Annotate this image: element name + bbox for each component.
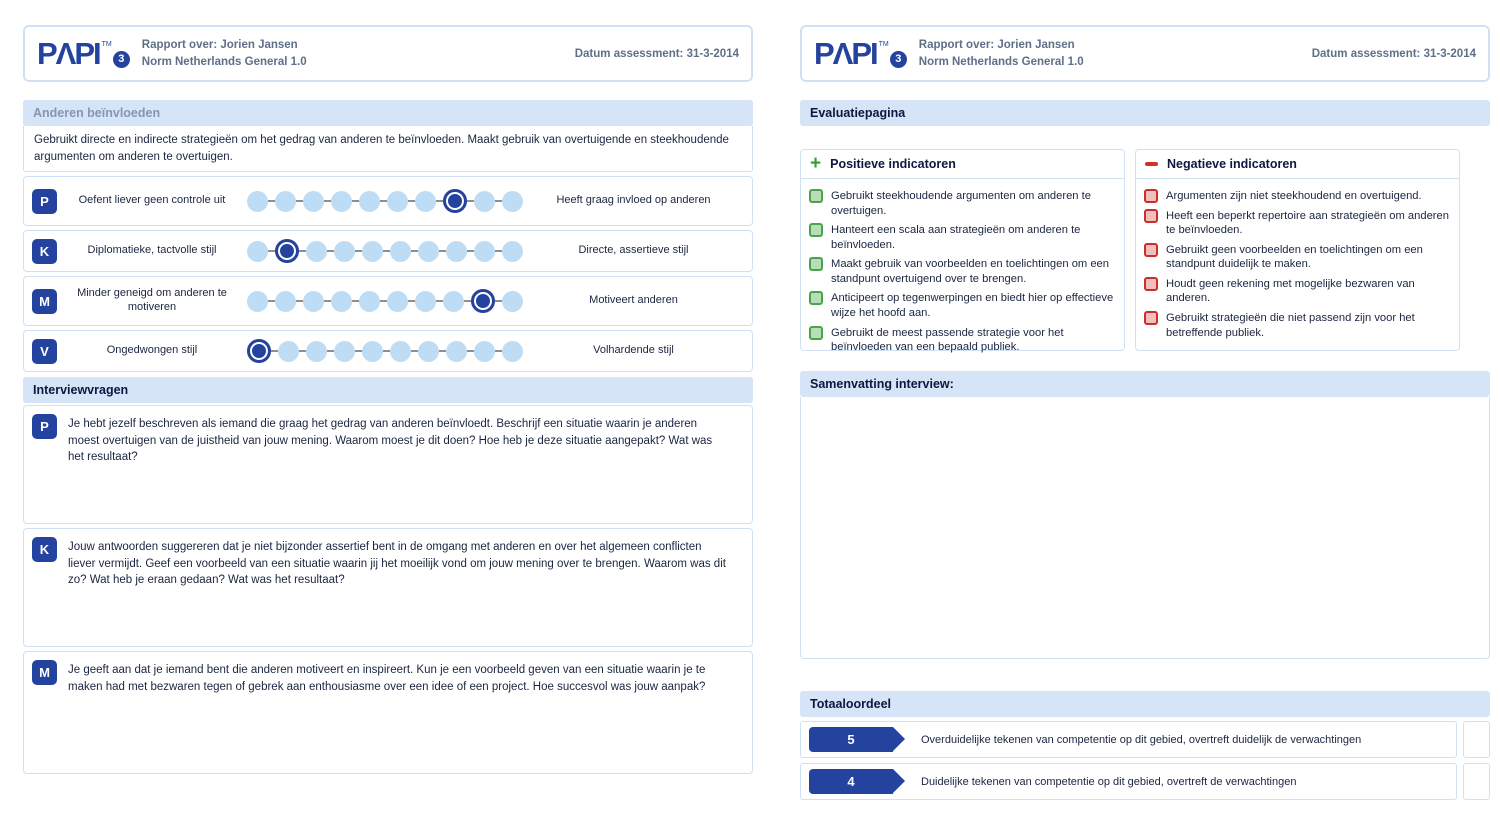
evaluation-page-title: Evaluatiepagina (800, 100, 1490, 126)
scale-connector (268, 300, 275, 302)
scale-connector (411, 350, 418, 352)
indicator-item (1144, 311, 1451, 340)
indicator-checkbox[interactable] (809, 223, 823, 237)
report-norm: Norm Netherlands General 1.0 (141, 55, 307, 68)
trademark-mark: TM (101, 40, 112, 48)
score-scale (247, 339, 523, 363)
scale-row (23, 176, 753, 226)
scale-dot (446, 241, 467, 262)
rating-checkbox-cell[interactable] (1463, 721, 1490, 758)
scale-connector (352, 300, 359, 302)
scale-connector (467, 200, 474, 202)
scale-right-label: Heeft graag invloed op anderen (556, 194, 711, 207)
indicator-text: Gebruikt strategieën die niet passend zijn voor het betreffende publiek. (1166, 311, 1415, 339)
positive-indicators-header (801, 150, 1124, 179)
scale-dot (474, 191, 495, 212)
scale-connector (324, 200, 331, 202)
indicator-item (809, 291, 1116, 320)
scale-connector (467, 350, 474, 352)
papi-logo-text: PΛPI (814, 35, 877, 71)
scale-left-label: Diplomatieke, tactvolle stijl (87, 244, 217, 257)
scale-dot (415, 291, 436, 312)
interview-summary-textarea[interactable] (800, 397, 1490, 659)
indicator-checkbox[interactable] (1144, 277, 1158, 291)
scale-dot (362, 241, 383, 262)
papi-logo (37, 35, 130, 71)
scale-connector (411, 250, 418, 252)
indicator-text: Houdt geen rekening met mogelijke bezwaren van anderen. (1166, 277, 1415, 305)
rating-row (800, 721, 1490, 758)
interview-summary-title: Samenvatting interview: (800, 371, 1490, 397)
scale-connector (383, 350, 390, 352)
scale-connector (439, 250, 446, 252)
scale-letter-badge: P (32, 189, 57, 214)
indicator-checkbox[interactable] (809, 291, 823, 305)
score-scale (247, 189, 523, 213)
scale-left-label: Oefent liever geen controle uit (78, 194, 226, 207)
scale-dot (443, 291, 464, 312)
report-subject: Rapport over: Jorien Jansen (918, 38, 1075, 51)
rating-description: Overduidelijke tekenen van competentie op dit gebied, overtreft duidelijk de verwachtingen (921, 733, 1362, 746)
total-score-title: Totaaloordeel (800, 691, 1490, 717)
report-header (800, 25, 1490, 82)
scale-left-label: Minder geneigd om anderen te motiveren (77, 287, 227, 313)
negative-indicators-panel (1135, 149, 1460, 351)
scale-dot (331, 291, 352, 312)
scale-letter-badge: M (32, 289, 57, 314)
scale-connector (439, 350, 446, 352)
scale-dot (474, 341, 495, 362)
scale-connector (268, 200, 275, 202)
scale-dot (387, 291, 408, 312)
scale-connector (464, 300, 471, 302)
scale-connector (296, 200, 303, 202)
scale-dot (275, 191, 296, 212)
negative-indicators-title: Negatieve indicatoren (1167, 157, 1297, 171)
interview-question (23, 528, 753, 647)
scale-letter-badge: K (32, 239, 57, 264)
interview-questions (23, 405, 753, 774)
scale-connector (383, 250, 390, 252)
positive-indicators-panel (800, 149, 1125, 354)
report-header (23, 25, 753, 82)
indicator-item (809, 257, 1116, 286)
scale-connector (380, 300, 387, 302)
scale-row (23, 276, 753, 326)
indicator-checkbox[interactable] (809, 326, 823, 340)
indicator-checkbox[interactable] (1144, 311, 1158, 325)
scale-dot (278, 341, 299, 362)
indicator-item (1144, 277, 1451, 306)
scale-dot (306, 341, 327, 362)
scale-dot (247, 291, 268, 312)
indicator-text: Gebruikt de meest passende strategie voor het beïnvloeden van een bepaald publiek. (831, 326, 1064, 354)
scale-dot (418, 241, 439, 262)
scale-dot-selected (247, 339, 271, 363)
indicator-text: Gebruikt geen voorbeelden en toelichtingen om een standpunt duidelijk te maken. (1166, 243, 1423, 271)
rating-score-button[interactable]: 4 (809, 769, 893, 794)
scale-dot (275, 291, 296, 312)
indicator-checkbox[interactable] (1144, 209, 1158, 223)
scale-dot (502, 291, 523, 312)
scale-dot (306, 241, 327, 262)
indicator-item (809, 326, 1116, 355)
scale-dot-selected (471, 289, 495, 313)
scale-dot (502, 191, 523, 212)
trademark-mark: TM (878, 40, 889, 48)
indicator-text: Gebruikt steekhoudende argumenten om anderen te overtuigen. (831, 190, 1091, 217)
scale-dot (387, 191, 408, 212)
scale-connector (271, 350, 278, 352)
indicator-item (1144, 243, 1451, 272)
scale-dot (446, 341, 467, 362)
indicator-item (809, 223, 1116, 252)
scale-dot (247, 191, 268, 212)
scale-right-label: Directe, assertieve stijl (578, 244, 689, 257)
interview-section-title: Interviewvragen (23, 377, 753, 403)
scale-connector (495, 250, 502, 252)
positive-indicators-title: Positieve indicatoren (830, 157, 956, 171)
scale-connector (355, 350, 362, 352)
indicator-text: Anticipeert op tegenwerpingen en biedt hier op effectieve wijze het hoofd aan. (831, 292, 1114, 319)
scale-connector (436, 200, 443, 202)
indicator-item (809, 189, 1116, 218)
minus-icon (1145, 162, 1158, 166)
rating-score-button[interactable]: 5 (809, 727, 893, 752)
scale-dot (390, 241, 411, 262)
papi-logo (814, 35, 907, 71)
question-letter-badge: P (32, 414, 57, 439)
scale-connector (352, 200, 359, 202)
report-meta (142, 37, 307, 70)
report-page-right (800, 25, 1490, 800)
scale-connector (327, 250, 334, 252)
scale-right-label: Volhardende stijl (593, 344, 674, 357)
rating-checkbox-cell[interactable] (1463, 763, 1490, 800)
indicator-text: Heeft een beperkt repertoire aan strategieën om anderen te beïnvloeden. (1166, 209, 1449, 237)
scale-dot (334, 241, 355, 262)
indicator-checkbox[interactable] (1144, 189, 1158, 203)
scale-dot (359, 191, 380, 212)
indicator-checkbox[interactable] (809, 257, 823, 271)
scale-connector (495, 200, 502, 202)
indicator-item (1144, 209, 1451, 238)
indicator-item (1144, 189, 1451, 204)
scale-connector (495, 300, 502, 302)
scale-connector (299, 350, 306, 352)
indicator-checkbox[interactable] (809, 189, 823, 203)
score-scale (247, 289, 523, 313)
score-scale (247, 239, 523, 263)
question-letter-badge: K (32, 537, 57, 562)
scale-connector (380, 200, 387, 202)
positive-indicators-list (801, 179, 1124, 365)
report-page-left (23, 25, 753, 774)
interview-question (23, 405, 753, 524)
scale-left-label: Ongedwongen stijl (106, 344, 198, 357)
indicator-text: Maakt gebruik van voorbeelden en toelichtingen om een standpunt overtuigend over te brengen. (831, 258, 1110, 285)
assessment-date: Datum assessment: 31-3-2014 (574, 47, 739, 60)
competency-description: Gebruikt directe en indirecte strategieën om het gedrag van anderen te beïnvloeden. Maakt gebruik van overtuigende en steekhoudende argumenten om anderen te overtuigen. (23, 126, 753, 172)
interview-question (23, 651, 753, 774)
assessment-date: Datum assessment: 31-3-2014 (1311, 47, 1476, 60)
report-meta (919, 37, 1084, 70)
scale-connector (436, 300, 443, 302)
scale-connector (495, 350, 502, 352)
scale-connector (408, 300, 415, 302)
scale-dot (303, 191, 324, 212)
question-letter-badge: M (32, 660, 57, 685)
papi-3-badge: 3 (890, 51, 907, 68)
scale-dot (331, 191, 352, 212)
scale-connector (268, 250, 275, 252)
papi-logo-text: PΛPI (37, 35, 100, 71)
scale-connector (299, 250, 306, 252)
scale-dot (362, 341, 383, 362)
scale-connector (296, 300, 303, 302)
scale-connector (324, 300, 331, 302)
scale-dot-selected (275, 239, 299, 263)
question-text: Je geeft aan dat je iemand bent die anderen motiveert en inspireert. Kun je een voorbeeld geven van een situatie waarin je te maken had met bezwaren tegen of gebrek aan enthousiasme over een idee of een project. Hoe succesvol was jouw aanpak? (68, 664, 706, 693)
rating-main-cell (800, 763, 1457, 800)
indicator-checkbox[interactable] (1144, 243, 1158, 257)
scale-connector (355, 250, 362, 252)
scale-dot (502, 341, 523, 362)
rating-description: Duidelijke tekenen van competentie op dit gebied, overtreft de verwachtingen (921, 775, 1297, 788)
plus-icon: + (810, 153, 822, 174)
scale-dot (390, 341, 411, 362)
scale-dot (247, 241, 268, 262)
scale-connector (327, 350, 334, 352)
scale-right-label: Motiveert anderen (589, 294, 678, 307)
scale-rows (23, 176, 753, 372)
indicator-text: Hanteert een scala aan strategieën om anderen te beïnvloeden. (831, 224, 1081, 251)
scale-row (23, 330, 753, 372)
scale-row (23, 230, 753, 272)
indicator-columns (800, 149, 1490, 354)
scale-dot-selected (443, 189, 467, 213)
scale-dot (418, 341, 439, 362)
scale-dot (502, 241, 523, 262)
question-text: Jouw antwoorden suggereren dat je niet bijzonder assertief bent in de omgang met anderen en over het algemeen conflicten liever vermijdt. Geef een voorbeeld van een situatie waarin jij het moeilijk vond om jouw mening over te brengen. Waarom was dit zo? Wat heb je eraan gedaan? Wat was het resultaat? (68, 541, 726, 587)
competency-section-title: Anderen beïnvloeden (23, 100, 753, 126)
rating-row (800, 763, 1490, 800)
scale-letter-badge: V (32, 339, 57, 364)
rating-rows (800, 721, 1490, 800)
negative-indicators-header (1136, 150, 1459, 179)
scale-dot (334, 341, 355, 362)
papi-3-badge: 3 (113, 51, 130, 68)
scale-connector (467, 250, 474, 252)
scale-connector (408, 200, 415, 202)
indicator-text: Argumenten zijn niet steekhoudend en overtuigend. (1166, 190, 1422, 202)
report-subject: Rapport over: Jorien Jansen (141, 38, 298, 51)
scale-dot (415, 191, 436, 212)
question-text: Je hebt jezelf beschreven als iemand die graag het gedrag van anderen beïnvloedt. Beschrijf een situatie waarin je anderen moest overtuigen van de juistheid van jouw mening. Waarom moest je dit doen? Hoe heb je deze situatie aangepakt? Wat was het resultaat? (68, 418, 713, 464)
rating-main-cell (800, 721, 1457, 758)
negative-indicators-list (1136, 179, 1459, 350)
report-norm: Norm Netherlands General 1.0 (918, 55, 1084, 68)
scale-dot (359, 291, 380, 312)
scale-dot (474, 241, 495, 262)
scale-dot (303, 291, 324, 312)
